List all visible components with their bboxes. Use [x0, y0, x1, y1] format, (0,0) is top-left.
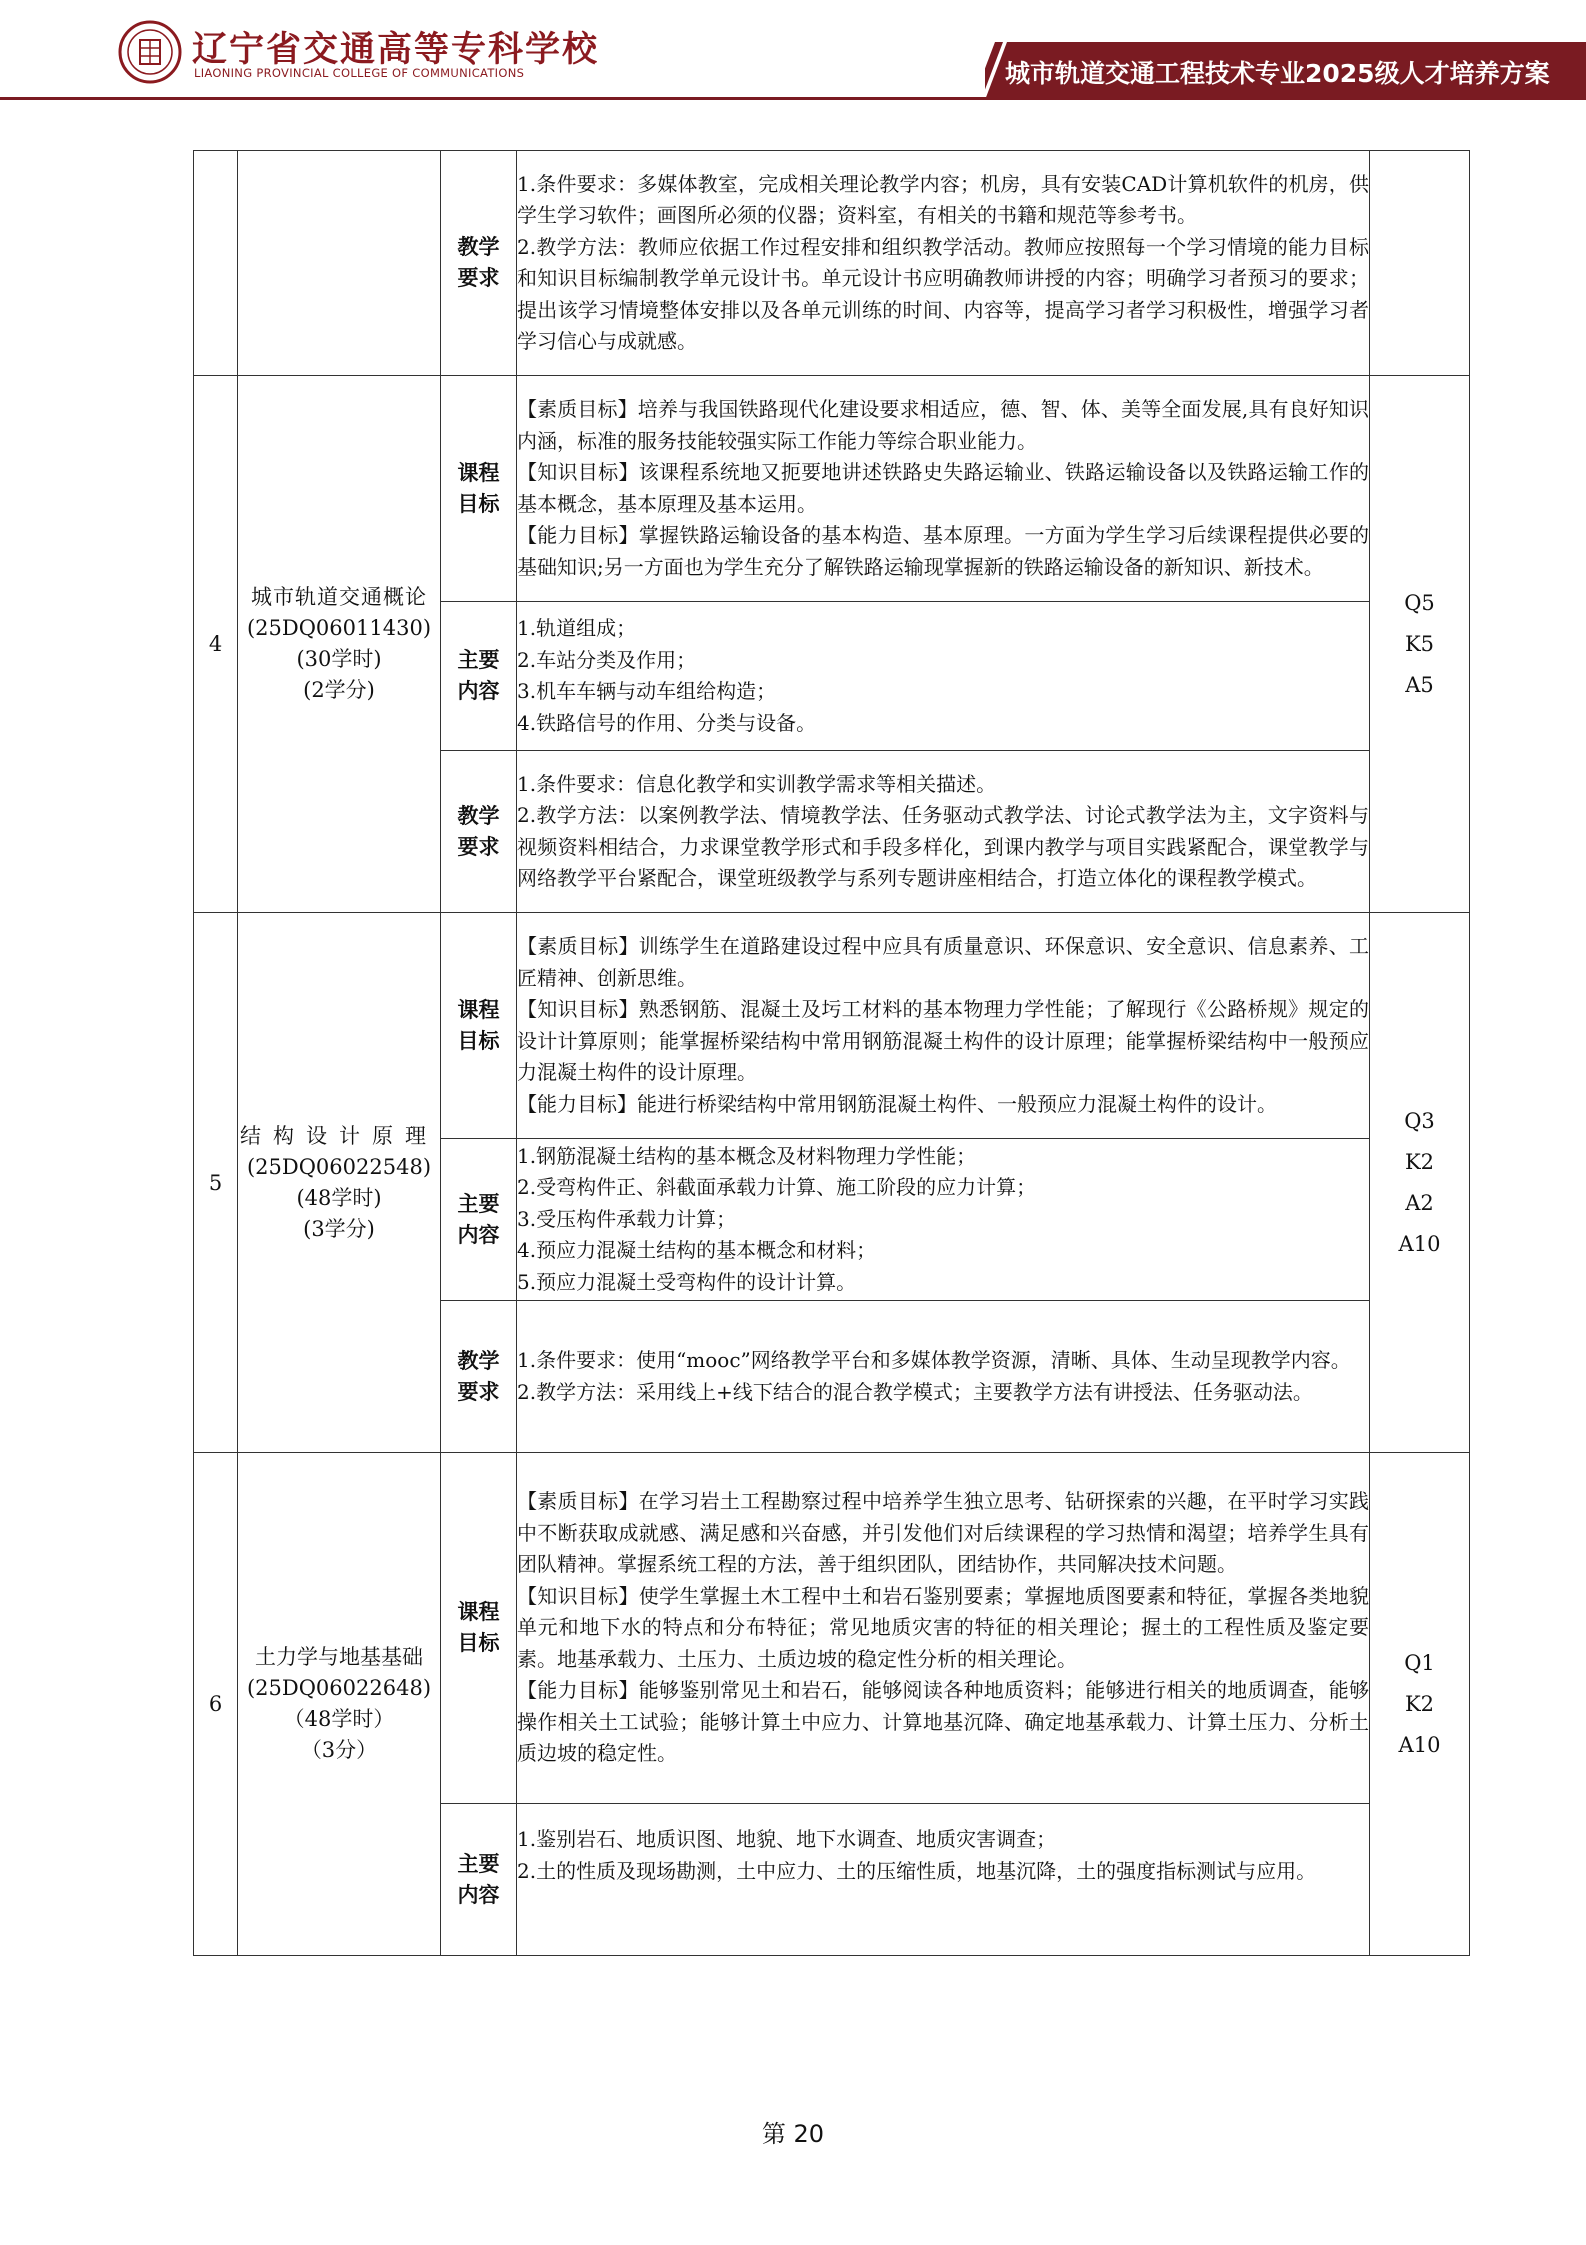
goal-item: 【素质目标】训练学生在道路建设过程中应具有质量意识、环保意识、安全意识、信息素养、工匠精神、创新思维。 — [517, 934, 1369, 990]
content-item: 1.钢筋混凝土结构的基本概念及材料物理力学性能； — [517, 1143, 977, 1168]
table-row — [194, 913, 1470, 1139]
content-item: 1.鉴别岩石、地质识图、地貌、地下水调查、地质灾害调查； — [517, 1827, 1057, 1851]
course-name-cell — [238, 151, 441, 376]
goal-item: 【能力目标】掌握铁路运输设备的基本构造、基本原理。一方面为学生学习后续课程提供必要的基础知识;另一方面也为学生充分了解铁路运输现掌握新的铁路运输设备的新知识、新技术。 — [517, 523, 1369, 579]
content-item: 5.预应力混凝土受弯构件的设计计算。 — [517, 1269, 857, 1294]
goal-item: 【能力目标】能进行桥梁结构中常用钢筋混凝土构件、一般预应力混凝土构件的设计。 — [517, 1091, 1277, 1116]
req-item: 1.条件要求：使用“mooc”网络教学平台和多媒体教学资源，清晰、具体、生动呈现教学内容。 — [517, 1348, 1351, 1372]
goal-item: 【知识目标】该课程系统地又扼要地讲述铁路史失路运输业、铁路运输设备以及铁路运输工作的基本概念，基本原理及基本运用。 — [517, 460, 1369, 516]
content-label — [441, 1139, 517, 1301]
req-item: 2.教学方法：以案例教学法、情境教学法、任务驱动式教学法、讨论式教学法为主，文字资料与视频资料相结合，力求课堂教学形式和手段多样化，到课内教学与项目实践紧配合，课堂教学与网络教学平台紧配合，课堂班级教学与系列专题讲座相结合，打造立体化的课程教学模式。 — [517, 803, 1369, 890]
req-cell — [517, 151, 1370, 376]
codes-cell — [1370, 913, 1470, 1453]
content-cell — [517, 1804, 1370, 1956]
content-cell — [517, 1139, 1370, 1301]
req-item: 2.教学方法：采用线上+线下结合的混合教学模式；主要教学方法有讲授法、任务驱动法。 — [517, 1379, 1313, 1404]
req-label — [441, 751, 517, 913]
goal-item: 【知识目标】熟悉钢筋、混凝土及圬工材料的基本物理力学性能；了解现行《公路桥规》规定的设计计算原则；能掌握桥梁结构中常用钢筋混凝土构件的设计原理；能掌握桥梁结构中一般预应力混凝土构件的设计原理。 — [517, 997, 1369, 1084]
course-hours: （48学时） — [283, 1707, 395, 1731]
content-item: 4.预应力混凝土结构的基本概念和材料； — [517, 1238, 877, 1263]
content-cell — [517, 602, 1370, 751]
content-item: 2.土的性质及现场勘测，土中应力、土的压缩性质，地基沉降，土的强度指标测试与应用。 — [517, 1858, 1317, 1883]
code-item: K2 — [1404, 1149, 1435, 1174]
req-item: 1.条件要求：信息化教学和实训教学需求等相关描述。 — [517, 771, 997, 796]
code-item: K5 — [1404, 631, 1435, 656]
course-code: (25DQ06022548) — [246, 1154, 432, 1179]
goal-label — [441, 913, 517, 1139]
course-hours: (48学时) — [296, 1185, 382, 1210]
label-text: 教学 要求 — [457, 1348, 500, 1404]
goal-cell — [517, 376, 1370, 602]
label-text: 教学 要求 — [457, 803, 500, 859]
course-code: (25DQ06011430) — [246, 616, 432, 640]
goal-cell — [517, 1453, 1370, 1804]
course-name-cell — [238, 376, 441, 913]
header-rule — [0, 97, 1586, 100]
code-item: A10 — [1398, 1231, 1441, 1256]
label-text: 主要 内容 — [457, 1191, 500, 1247]
label-text: 主要 内容 — [457, 1851, 500, 1907]
req-item: 1.条件要求：多媒体教室，完成相关理论教学内容；机房，具有安装CAD计算机软件的机房，供学生学习软件；画图所必须的仪器；资料室，有相关的书籍和规范等参考书。 — [517, 171, 1369, 227]
page-header — [0, 0, 1586, 105]
code-item: A10 — [1398, 1732, 1441, 1757]
code-item: K2 — [1404, 1691, 1435, 1716]
req-item: 2.教学方法：教师应依据工作过程安排和组织教学活动。教师应按照每一个学习情境的能力目标和知识目标编制教学单元设计书。单元设计书应明确教师讲授的内容；明确学习者预习的要求；提出该学习情境整体安排以及各单元训练的时间、内容等，提高学习者学习积极性，增强学习者学习信心与成就感。 — [517, 234, 1369, 353]
req-cell — [517, 751, 1370, 913]
label-text: 课程 目标 — [457, 997, 500, 1053]
content-item: 2.受弯构件正、斜截面承载力计算、施工阶段的应力计算； — [517, 1175, 1037, 1200]
code-item: A5 — [1405, 672, 1434, 697]
school-name-cn: 辽宁省交通高等专科学校 — [192, 29, 600, 70]
goal-label — [441, 376, 517, 602]
code-item: Q5 — [1404, 590, 1435, 615]
document-title: 城市轨道交通工程技术专业2025级人才培养方案 — [1005, 59, 1550, 88]
label-text: 主要 内容 — [457, 648, 500, 703]
content-label — [441, 602, 517, 751]
content-item: 3.受压构件承载力计算； — [517, 1206, 737, 1231]
label-text: 课程 目标 — [457, 1600, 500, 1655]
content-item: 4.铁路信号的作用、分类与设备。 — [517, 710, 817, 735]
course-table — [193, 150, 1470, 1956]
course-name: 城市轨道交通概论 — [251, 585, 427, 609]
label-text: 课程 目标 — [457, 460, 500, 516]
req-label — [441, 151, 517, 376]
content-item: 3.机车车辆与动车组给构造； — [517, 679, 777, 703]
goal-item: 【知识目标】使学生掌握土木工程中土和岩石鉴别要素；掌握地质图要素和特征，掌握各类地貌单元和地下水的特点和分布特征；常见地质灾害的特征的相关理论；握土的工程性质及鉴定要素。地基承载力、土压力、土质边坡的稳定性分析的相关理论。 — [517, 1583, 1369, 1671]
course-hours: (30学时) — [296, 647, 382, 671]
code-item: Q1 — [1404, 1650, 1435, 1675]
req-cell — [517, 1301, 1370, 1453]
code-item: Q3 — [1404, 1108, 1435, 1133]
row-number: 4 — [194, 376, 238, 913]
course-credits: (3学分) — [303, 1216, 375, 1241]
code-item: A2 — [1405, 1190, 1434, 1215]
table-row — [194, 151, 1470, 376]
row-number: 5 — [194, 913, 238, 1453]
label-text: 教学 要求 — [457, 235, 500, 290]
course-name-cell — [238, 913, 441, 1453]
page-number: 第 20 — [761, 2120, 825, 2148]
course-credits: (2学分) — [303, 678, 375, 702]
goal-item: 【能力目标】能够鉴别常见土和岩石，能够阅读各种地质资料；能够进行相关的地质调查，能够操作相关土工试验；能够计算土中应力、计算地基沉降、确定地基承载力、计算土压力、分析土质边坡的稳定性。 — [517, 1678, 1369, 1766]
codes-cell — [1370, 376, 1470, 913]
content-item: 1.轨道组成； — [517, 616, 637, 640]
course-credits: （3分） — [300, 1738, 378, 1762]
req-label — [441, 1301, 517, 1453]
goal-label — [441, 1453, 517, 1804]
goal-item: 【素质目标】培养与我国铁路现代化建设要求相适应，德、智、体、美等全面发展,具有良好知识内涵，标准的服务技能较强实际工作能力等综合职业能力。 — [517, 397, 1369, 453]
course-name: 土力学与地基基础 — [255, 1645, 423, 1669]
course-name: 结构设计原理 — [240, 1123, 438, 1148]
goal-cell — [517, 913, 1370, 1139]
goal-item: 【素质目标】在学习岩土工程勘察过程中培养学生独立思考、钻研探索的兴趣，在平时学习实践中不断获取成就感、满足感和兴奋感，并引发他们对后续课程的学习热情和渴望；培养学生具有团队精神。掌握系统工程的方法，善于组织团队，团结协作，共同解决技术问题。 — [517, 1489, 1369, 1577]
codes-cell — [1370, 151, 1470, 376]
content-item: 2.车站分类及作用； — [517, 647, 697, 672]
school-name-en: LIAONING PROVINCIAL COLLEGE OF COMMUNICATIONS — [194, 66, 525, 80]
row-number: 6 — [194, 1453, 238, 1956]
school-seal-icon — [118, 20, 182, 84]
course-name-cell — [238, 1453, 441, 1956]
table-row — [194, 376, 1470, 602]
row-number — [194, 151, 238, 376]
table-row — [194, 1453, 1470, 1804]
content-label — [441, 1804, 517, 1956]
codes-cell — [1370, 1453, 1470, 1956]
course-code: (25DQ06022648) — [246, 1676, 432, 1700]
